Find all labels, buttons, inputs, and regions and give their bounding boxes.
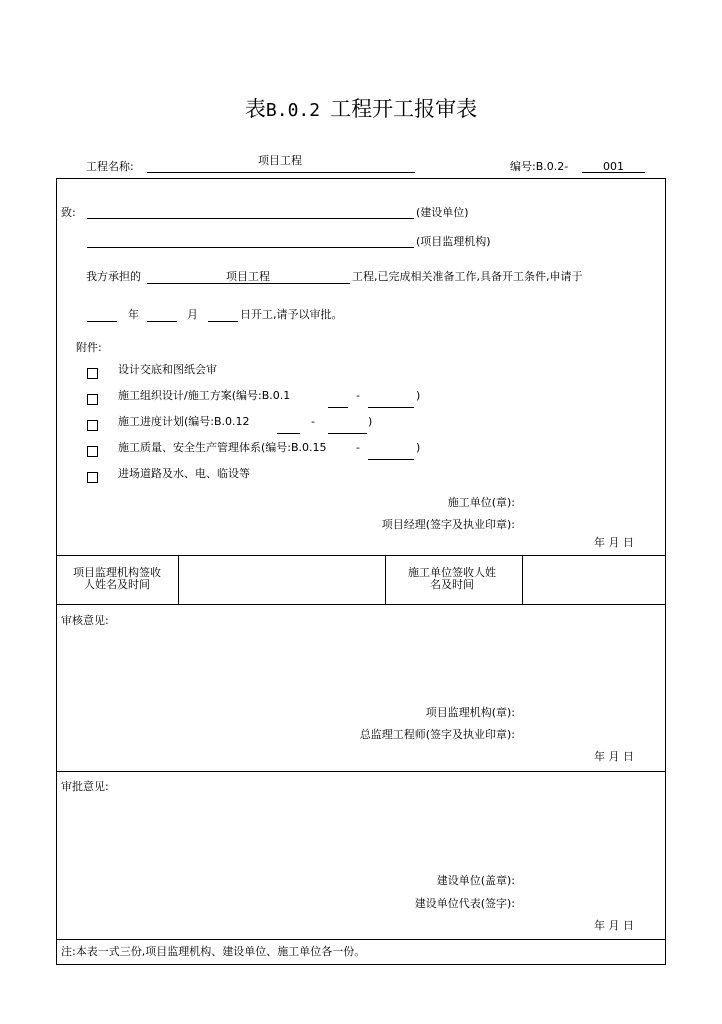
receipt-row-top: [56, 555, 665, 556]
frame-right: [665, 178, 666, 965]
contractor-seal-label: 施工单位(章):: [447, 496, 515, 509]
attachment-checkbox[interactable]: [87, 442, 98, 461]
attachment-dash: -: [356, 441, 360, 454]
attachment-code-underline: [328, 433, 367, 434]
attachment-checkbox[interactable]: [87, 390, 98, 409]
day-start-text: 日开工,请予以审批。: [240, 308, 343, 321]
project-name-value: 项目工程: [258, 154, 302, 167]
supervisor-seal-label: 项目监理机构(章):: [425, 706, 515, 719]
attachment-schedule: 施工进度计划(编号:B.0.12: [118, 415, 250, 428]
number-value: 001: [603, 160, 624, 173]
form-code: B.0.2: [265, 100, 321, 121]
approval-date: 年 月 日: [594, 919, 634, 932]
review-label: 审核意见:: [61, 614, 109, 627]
we-undertake-text: 我方承担的: [86, 270, 141, 283]
attachment-code-underline: [277, 433, 300, 434]
attachment-quality-system: 施工质量、安全生产管理体系(编号:B.0.15: [118, 441, 327, 454]
builder-seal-label: 建设单位(盖章):: [436, 874, 515, 887]
attachment-dash: -: [311, 415, 315, 428]
body-project-value: 项目工程: [226, 270, 270, 283]
frame-bottom: [56, 964, 666, 965]
attachment-code-underline: [328, 407, 348, 408]
frame-top: [56, 178, 665, 179]
supervisor-underline: [87, 247, 414, 248]
attachment-checkbox[interactable]: [87, 468, 98, 487]
contractor-receipt-label: 施工单位签收人姓名及时间: [408, 566, 496, 591]
attachment-checkbox[interactable]: [87, 416, 98, 435]
title-prefix: 表: [244, 97, 266, 121]
month-label: 月: [187, 308, 198, 321]
day-underline: [208, 321, 238, 322]
approval-bottom: [56, 939, 665, 940]
receipt-divider: [385, 555, 386, 604]
builder-label: (建设单位): [416, 206, 469, 219]
form-name: 工程开工报审表: [330, 97, 478, 121]
contractor-receipt-field[interactable]: [524, 557, 663, 602]
year-underline: [87, 321, 117, 322]
contractor-date: 年 月 日: [594, 536, 634, 549]
year-label: 年: [128, 308, 139, 321]
attachment-design-review: 设计交底和图纸会审: [118, 363, 217, 376]
number-label: 编号:B.0.2-: [510, 160, 569, 173]
project-name-label: 工程名称:: [86, 160, 134, 173]
attachment-close: ): [368, 415, 373, 428]
chief-engineer-label: 总监理工程师(签字及执业印章):: [359, 728, 515, 741]
body-project-underline: [147, 283, 350, 284]
supervisor-org-label: (项目监理机构): [416, 235, 491, 248]
statement-text: 工程,已完成相关准备工作,具备开工条件,申请于: [352, 270, 583, 283]
receipt-divider: [178, 555, 179, 604]
attachment-dash: -: [356, 389, 360, 402]
attachment-site-facilities: 进场道路及水、电、临设等: [118, 467, 250, 480]
review-date: 年 月 日: [594, 750, 634, 763]
month-underline: [147, 321, 177, 322]
attachment-close: ): [416, 441, 421, 454]
attachment-construction-plan: 施工组织设计/施工方案(编号:B.0.1: [118, 389, 291, 402]
approval-label: 审批意见:: [61, 780, 109, 793]
receipt-divider: [522, 555, 523, 604]
review-bottom: [56, 771, 665, 772]
to-label: 致:: [61, 206, 76, 219]
frame-left: [56, 178, 57, 965]
attachment-close: ): [416, 389, 421, 402]
form-title: [0, 96, 722, 124]
builder-underline: [87, 218, 414, 219]
attachment-code-underline: [368, 407, 414, 408]
attachment-code-underline: [368, 459, 414, 460]
project-manager-label: 项目经理(签字及执业印章):: [381, 518, 515, 531]
supervisor-receipt-label: 项目监理机构签收人姓名及时间: [73, 566, 161, 591]
footnote: 注:本表一式三份,项目监理机构、建设单位、施工单位各一份。: [61, 945, 366, 958]
attachment-checkbox[interactable]: [87, 364, 98, 383]
builder-rep-label: 建设单位代表(签字):: [414, 897, 515, 910]
project-name-underline: [147, 172, 415, 173]
supervisor-receipt-field[interactable]: [180, 557, 383, 602]
attachments-label: 附件:: [76, 341, 102, 354]
receipt-row-bottom: [56, 604, 665, 605]
